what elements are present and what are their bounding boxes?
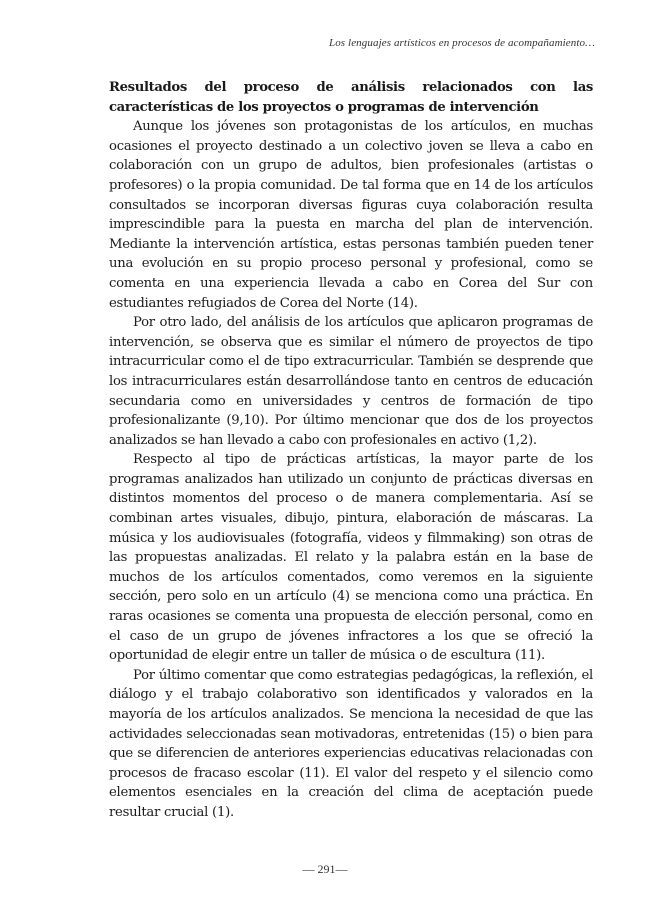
body-text	[109, 78, 593, 823]
running-header: Los lenguajes artísticos en procesos de acompañamiento…	[328, 37, 595, 49]
section-heading: Resultados del proceso de análisis relacionados con las características de los proyectos o programas de intervención	[109, 80, 593, 115]
paragraph-2: Por otro lado, del análisis de los artículos que aplicaron programas de intervención, se observa que es similar el número de proyectos de tipo intracurricular como el de tipo extracurricular. También se desprende que los intracurriculares están desarrollándose tanto en centros de educación secundaria como en universidades y centros de formación de tipo profesionalizante (9,10). Por último mencionar que dos de los proyectos analizados se han llevado a cabo con profesionales en activo (1,2).	[109, 315, 593, 448]
paragraph-4: Por último comentar que como estrategias pedagógicas, la reflexión, el diálogo y el trabajo colaborativo son identificados y valorados en la mayoría de los artículos analizados. Se menciona la necesidad de que las actividades seleccionadas sean motivadoras, entretenidas (15) o bien para que se diferencien de anteriores experiencias educativas relacionadas con procesos de fracaso escolar (11). El valor del respeto y el silencio como elementos esenciales en la creación del clima de aceptación puede resultar crucial (1).	[109, 667, 593, 820]
paragraph-3: Respecto al tipo de prácticas artísticas, la mayor parte de los programas analizados han utilizado un conjunto de prácticas diversas en distintos momentos del proceso o de manera complementaria. Así se combinan artes visuales, dibujo, pintura, elaboración de máscaras. La música y los audiovisuales (fotografía, videos y filmmaking) son otras de las propuestas analizadas. El relato y la palabra están en la base de muchos de los artículos comentados, como veremos en la siguiente sección, pero solo en un artículo (4) se menciona como una práctica. En raras ocasiones se comenta una propuesta de elección personal, como en el caso de un grupo de jóvenes infractores a los que se ofreció la oportunidad de elegir entre un taller de música o de escultura (11).	[109, 452, 593, 664]
page-number: — 291—	[302, 862, 348, 876]
paragraph-1: Aunque los jóvenes son protagonistas de los artículos, en muchas ocasiones el proyecto destinado a un colectivo joven se lleva a cabo en colaboración con un grupo de adultos, bien profesionales (artistas o profesores) o la propia comunidad. De tal forma que en 14 de los artículos consultados se incorporan diversas figuras cuya colaboración resulta imprescindible para la puesta en marcha del plan de intervención. Mediante la intervención artística, estas personas también pueden tener una evolución en su propio proceso personal y profesional, como se comenta en una experiencia llevada a cabo en Corea del Sur con estudiantes refugiados de Corea del Norte (14).	[109, 119, 593, 311]
